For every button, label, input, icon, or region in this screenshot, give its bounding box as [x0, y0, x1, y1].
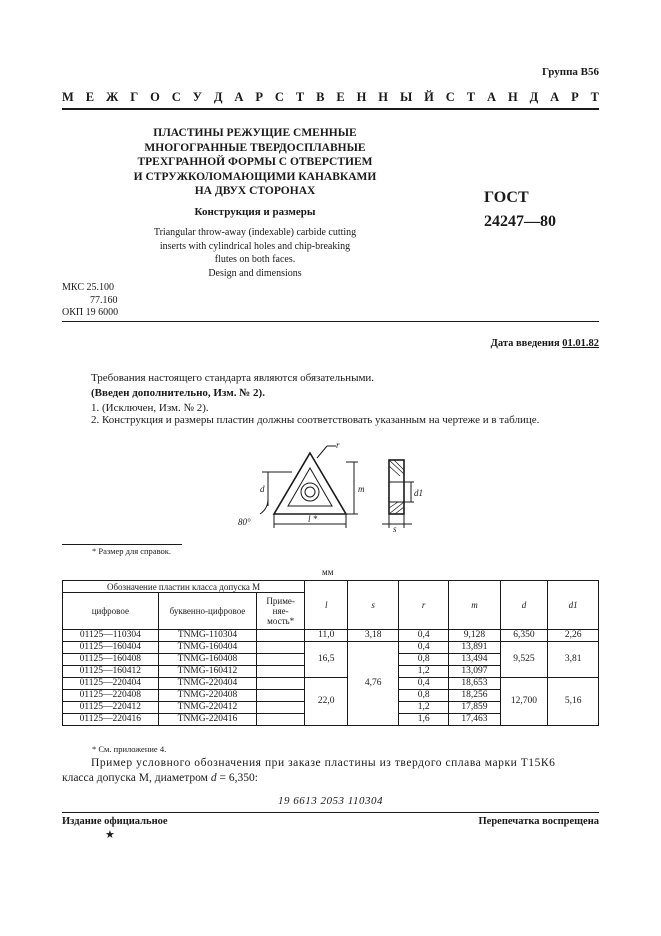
label-angle: 80° [238, 517, 251, 527]
cell-digital: 01125—160412 [63, 666, 159, 678]
cell-m: 18,256 [449, 690, 500, 702]
cell-s: 4,76 [348, 642, 399, 726]
cell-d1: 3,81 [548, 642, 599, 678]
dimensions-table [62, 580, 599, 726]
title-line: НА ДВУХ СТОРОНАХ [194, 185, 316, 197]
group-label: Группа В56 [541, 66, 599, 78]
example-suffix: = 6,350: [216, 772, 258, 784]
standard-title: М Е Ж Г О С У Д А Р С Т В Е Н Н Ы Й С Т А Н Д А Р Т [62, 90, 599, 104]
cell-alpha: TNMG-220404 [158, 678, 257, 690]
group-header: Обозначение пластин класса допуска М [63, 581, 305, 593]
cell-digital: 01125—220408 [63, 690, 159, 702]
col-digital: цифровое [63, 593, 159, 630]
label-d1: d1 [414, 488, 423, 498]
label-r: r [336, 440, 340, 450]
col-m: m [449, 581, 500, 630]
cell-alpha: TNMG-220412 [158, 702, 257, 714]
cell-r: 1,6 [398, 714, 448, 726]
title-line: МНОГОГРАННЫЕ ТВЕРДОСПЛАВНЫЕ [144, 141, 366, 154]
cell-m: 17,463 [449, 714, 500, 726]
document-subtitle: Конструкция и размеры [194, 206, 316, 218]
reprint-label: Перепечатка воспрещена [478, 816, 599, 827]
header-divider [62, 108, 599, 110]
cell-r: 0,4 [398, 678, 448, 690]
label-d: d [260, 484, 265, 494]
cell-alpha: TNMG-110304 [158, 630, 257, 642]
table-row [63, 678, 599, 690]
cell-l: 16,5 [305, 642, 348, 678]
example-variable: d [210, 772, 217, 784]
english-title-line: Triangular throw-away (indexable) carbide cutting [153, 227, 357, 238]
col-note: Приме- няе- мость* [257, 593, 305, 630]
publication-label: Издание официальное [62, 816, 168, 827]
label-l: l * [308, 514, 318, 524]
cell-d: 6,350 [500, 630, 548, 642]
cell-m: 18,653 [449, 678, 500, 690]
gost-label: ГОСТ [484, 189, 529, 206]
unit-label: мм [322, 567, 334, 577]
cell-l: 22,0 [305, 678, 348, 726]
title-line: ПЛАСТИНЫ РЕЖУЩИЕ СМЕННЫЕ [153, 127, 357, 139]
cell-m: 17,859 [449, 702, 500, 714]
okp-code: ОКП 19 6000 [62, 307, 119, 318]
table-row [63, 642, 599, 654]
cell-r: 0,8 [398, 654, 448, 666]
cell-note [257, 630, 305, 642]
document-title [110, 126, 400, 199]
example-line-2 [62, 772, 258, 784]
cell-digital: 01125—220404 [63, 678, 159, 690]
gost-designation [484, 186, 556, 234]
cell-m: 9,128 [449, 630, 500, 642]
cell-m: 13,494 [449, 654, 500, 666]
cell-digital: 01125—220412 [63, 702, 159, 714]
cell-note [257, 642, 305, 654]
english-title [110, 226, 400, 280]
cell-d: 9,525 [500, 642, 548, 678]
insert-hole [301, 483, 319, 501]
gost-number: 24247—80 [484, 213, 556, 230]
cell-l: 11,0 [305, 630, 348, 642]
cell-digital: 01125—160408 [63, 654, 159, 666]
mks-code-2: 77.160 [90, 294, 118, 306]
col-s: s [348, 581, 399, 630]
example-prefix: класса допуска М, диаметром [62, 772, 211, 784]
col-alpha: буквенно-цифровое [158, 593, 257, 630]
codes-divider [62, 321, 599, 322]
cell-note [257, 666, 305, 678]
footnote-divider [62, 544, 182, 545]
table-row [63, 630, 599, 642]
cell-note [257, 654, 305, 666]
col-l: l [305, 581, 348, 630]
cell-m: 13,097 [449, 666, 500, 678]
effective-date [491, 338, 599, 349]
paragraph-excluded: 1. (Исключен, Изм. № 2). [91, 402, 209, 414]
cell-d1: 2,26 [548, 630, 599, 642]
bottom-divider [62, 812, 599, 813]
title-line: И СТРУЖКОЛОМАЮЩИМИ КАНАВКАМИ [133, 170, 377, 183]
date-value: 01.01.82 [562, 338, 599, 349]
footnote-reference: * Размер для справок. [92, 546, 172, 556]
classification-codes [62, 282, 118, 320]
label-m: m [358, 484, 365, 494]
english-title-line: flutes on both faces. [214, 254, 296, 265]
cell-alpha: TNMG-160404 [158, 642, 257, 654]
col-r: r [398, 581, 448, 630]
cell-r: 0,8 [398, 690, 448, 702]
example-designation: 19 6613 2053 110304 [278, 795, 383, 807]
label-s: s [393, 524, 397, 532]
cell-m: 13,891 [449, 642, 500, 654]
col-d: d [500, 581, 548, 630]
cell-digital: 01125—160404 [63, 642, 159, 654]
english-title-line: inserts with cylindrical holes and chip-breaking [159, 240, 351, 252]
cell-note [257, 678, 305, 690]
cell-note [257, 690, 305, 702]
cell-alpha: TNMG-160412 [158, 666, 257, 678]
cell-note [257, 714, 305, 726]
col-d1: d1 [548, 581, 599, 630]
cell-alpha: TNMG-160408 [158, 654, 257, 666]
paragraph-mandatory: Требования настоящего стандарта являются обязательными. [91, 372, 375, 384]
mks-code: МКС 25.100 [62, 282, 114, 293]
cell-digital: 01125—110304 [63, 630, 159, 642]
cell-digital: 01125—220416 [63, 714, 159, 726]
paragraph-design: 2. Конструкция и размеры пластин должны соответствовать указанным на чертеже и в таблице. [91, 414, 540, 426]
example-line-1: Пример условного обозначения при заказе пластины из твердого сплава марки Т15К6 [91, 757, 556, 769]
cell-d: 12,700 [500, 678, 548, 726]
cell-d1: 5,16 [548, 678, 599, 726]
cell-r: 0,4 [398, 642, 448, 654]
cell-alpha: TNMG-220408 [158, 690, 257, 702]
cell-r: 0,4 [398, 630, 448, 642]
cell-r: 1,2 [398, 702, 448, 714]
paragraph-amendment: (Введен дополнительно, Изм. № 2). [91, 387, 265, 399]
insert-drawing [232, 440, 432, 532]
english-title-line: Design and dimensions [208, 267, 302, 279]
star-icon: ★ [105, 829, 115, 841]
title-line: ТРЕХГРАННОЙ ФОРМЫ С ОТВЕРСТИЕМ [137, 156, 373, 168]
cell-alpha: TNMG-220416 [158, 714, 257, 726]
cell-s: 3,18 [348, 630, 399, 642]
footnote-appendix: * См. приложение 4. [92, 744, 167, 754]
date-label: Дата введения [490, 338, 560, 349]
cell-note [257, 702, 305, 714]
cell-r: 1,2 [398, 666, 448, 678]
